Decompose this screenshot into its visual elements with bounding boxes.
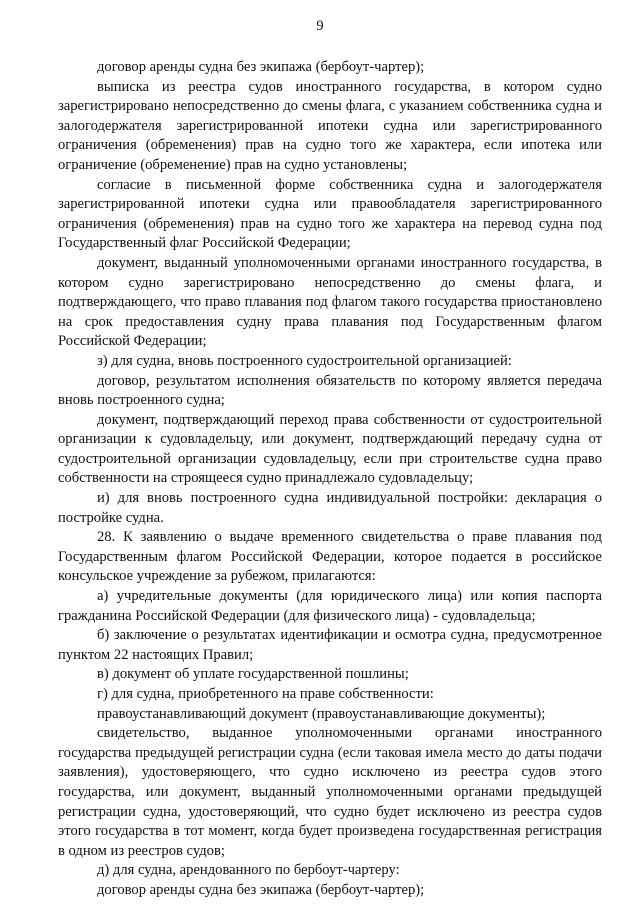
paragraph: 28. К заявлению о выдаче временного свидетельства о праве плавания под Государственным флагом Российской Федерации, которое подается в российское консульское учреждение за рубежом, прилагаются: (58, 529, 602, 585)
paragraph: свидетельство, выданное уполномоченными органами иностранного государства предыдущей регистрации судна (если таковая имела место до даты подачи заявления), удостоверяющего, что судно исключено из реестра судов этого государства, или документ, выданный уполномоченными органами предыдущей регистрации судна, удостоверяющий, что судно будет исключено из реестра судов этого государства в тот момент, когда будет произведена государственная регистрация в одном из реестров судов; (58, 725, 602, 859)
paragraph: договор, результатом исполнения обязательств по которому является передача вновь построенного судна; (58, 372, 602, 409)
page-number: 9 (316, 18, 324, 34)
paragraph: г) для судна, приобретенного на праве собственности: (97, 686, 434, 702)
paragraph: согласие в письменной форме собственника судна и залогодержателя зарегистрированной ипотеки судна или правообладателя зарегистрированного ограничения (обременения) прав на судно того же характера на перевод судна под Государственный флаг Российской Федерации; (58, 176, 602, 252)
paragraph: з) для судна, вновь построенного судостроительной организацией: (97, 352, 512, 369)
paragraph: договор аренды судна без экипажа (бербоут-чартер); (97, 59, 425, 75)
paragraph: документ, выданный уполномоченными органами иностранного государства, в котором судно зарегистрировано непосредственно до смены флага, и подтверждающего, что право плавания под флагом такого государства приостановлено на срок предоставления судну права плавания под Государственным флагом Российской Федерации; (58, 254, 602, 350)
paragraph: документ, подтверждающий переход права собственности от судостроительной организации к судовладельцу, или документ, подтверждающий передачу судна от судостроительной организации судовладельцу, если при строительстве судна право собственности на строящееся судно принадлежало судовладельцу; (58, 411, 602, 487)
paragraph: выписка из реестра судов иностранного государства, в котором судно зарегистрировано непосредственно до смены флага, с указанием собственника судна и залогодержателя зарегистрированной ипотеки судна или зарегистрированного ограничения (обременения) прав на судно того же характера, если ипотека или ограничение (обременение) прав на судно установлены; (58, 78, 602, 173)
paragraph: б) заключение о результатах идентификации и осмотра судна, предусмотренное пунктом 22 настоящих Правил; (58, 627, 602, 663)
paragraph: в) документ об уплате государственной пошлины; (97, 666, 409, 683)
paragraph: и) для вновь построенного судна индивидуальной постройки: декларация о постройке судна. (58, 490, 602, 526)
paragraph: а) учредительные документы (для юридического лица) или копия паспорта гражданина Российской Федерации (для физического лица) - судовладельца; (58, 588, 602, 624)
paragraph: д) для судна, арендованного по бербоут-чартеру: (97, 862, 400, 879)
paragraph: правоустанавливающий документ (правоустанавливающие документы); (97, 705, 546, 722)
document-body (58, 58, 602, 901)
paragraph: договор аренды судна без экипажа (бербоут-чартер); (97, 881, 425, 898)
